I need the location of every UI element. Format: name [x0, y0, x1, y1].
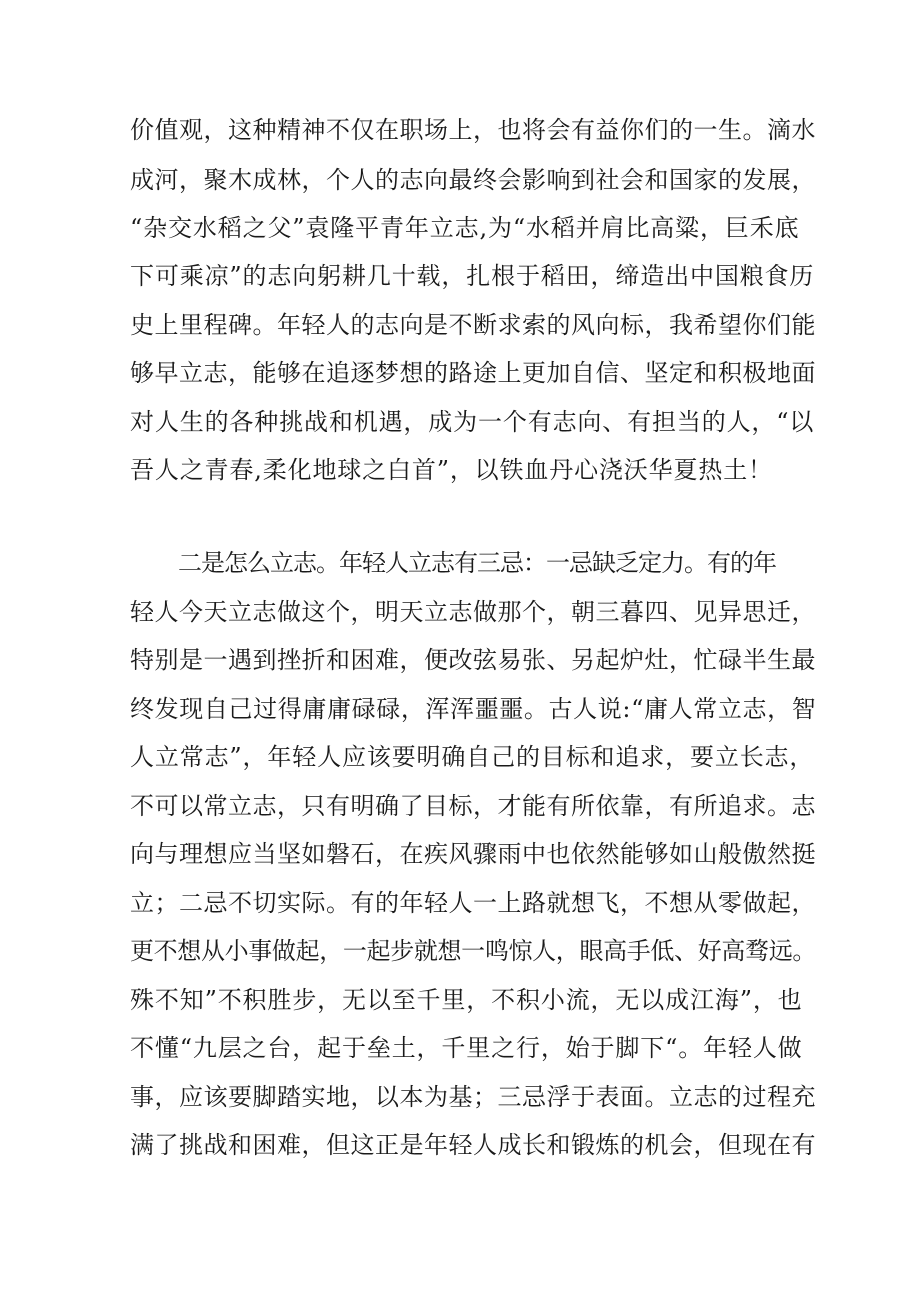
paragraph-1-line: 对人生的各种挑战和机遇，成为一个有志向、有担当的人，“以 — [130, 408, 815, 436]
paragraph-1-line: 吾人之青春,柔化地球之白首”，以铁血丹心浇沃华夏热土！ — [130, 456, 773, 484]
paragraph-2-line: 殊不知”不积胜步，无以至千里，不积小流，无以成江海”，也 — [130, 986, 803, 1014]
paragraph-2-line: 终发现自己过得庸庸碌碌，浑浑噩噩。古人说:“庸人常立志，智 — [130, 695, 817, 723]
paragraph-2-line: 二是怎么立志。年轻人立志有三忌：一忌缺乏定力。有的年 — [178, 549, 776, 577]
paragraph-2-line: 特别是一遇到挫折和困难，便改弦易张、另起炉灶，忙碌半生最 — [130, 646, 816, 674]
paragraph-2-line: 人立常志”，年轻人应该要明确自己的目标和追求，要立长志， — [130, 743, 815, 771]
paragraph-1-line: 价值观，这种精神不仅在职场上，也将会有益你们的一生。滴水 — [130, 116, 816, 144]
paragraph-1-line: 下可乘凉”的志向躬耕几十载，扎根于稻田，缔造出中国粮食历 — [130, 262, 815, 290]
paragraph-2-line: 轻人今天立志做这个，明天立志做那个，朝三暮四、见异思迁， — [130, 598, 816, 626]
paragraph-2-line: 满了挑战和困难，但这正是年轻人成长和锻炼的机会，但现在有 — [130, 1131, 816, 1159]
paragraph-2-line: 立；二忌不切实际。有的年轻人一上路就想飞，不想从零做起， — [130, 889, 816, 917]
paragraph-2-line: 更不想从小事做起，一起步就想一鸣惊人，眼高手低、好高骛远。 — [130, 937, 816, 965]
paragraph-2-line: 向与理想应当坚如磐石，在疾风骤雨中也依然能够如山般傲然挺 — [130, 840, 816, 868]
paragraph-1-line: 够早立志，能够在追逐梦想的路途上更加自信、坚定和积极地面 — [130, 359, 816, 387]
paragraph-2-line: 事，应该要脚踏实地，以本为基；三忌浮于表面。立志的过程充 — [130, 1083, 816, 1111]
paragraph-2-line: 不懂“九层之台，起于垒土，千里之行，始于脚下“。年轻人做 — [130, 1034, 803, 1062]
paragraph-1-line: “杂交水稻之父”袁隆平青年立志,为“水稻并肩比高粱，巨禾底 — [130, 214, 800, 242]
paragraph-1-line: 成河，聚木成林，个人的志向最终会影响到社会和国家的发展， — [130, 166, 816, 194]
paragraph-2-line: 不可以常立志，只有明确了目标，才能有所依靠，有所追求。志 — [130, 792, 816, 820]
paragraph-1-line: 史上里程碑。年轻人的志向是不断求索的风向标，我希望你们能 — [130, 311, 816, 339]
